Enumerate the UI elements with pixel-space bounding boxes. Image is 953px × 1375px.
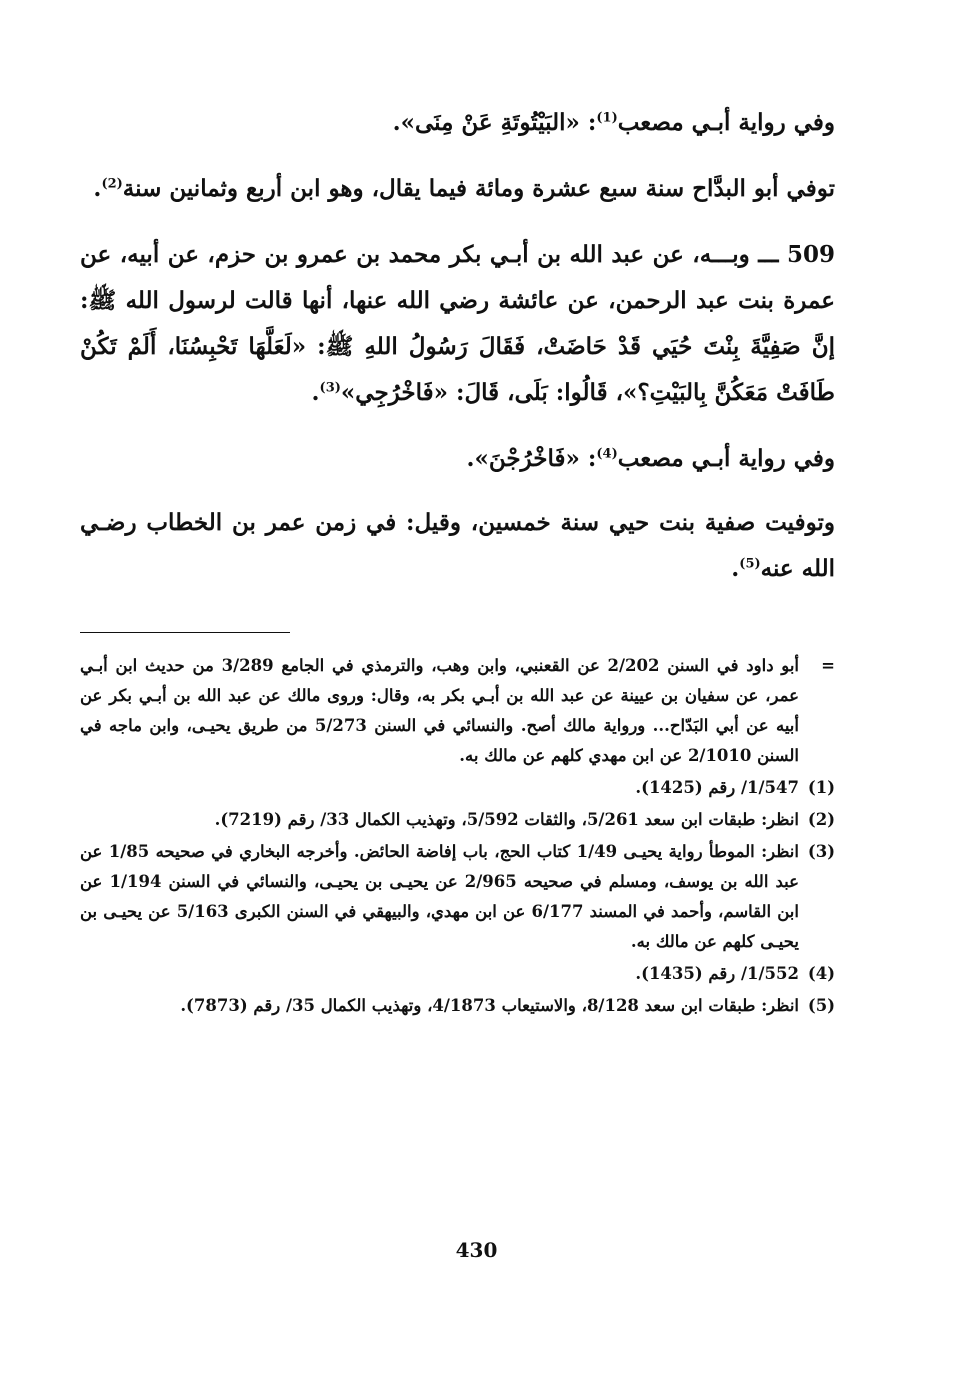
paragraph-3 [80, 232, 835, 416]
footnote-marker: (1) [807, 778, 835, 797]
paragraph-1 [80, 100, 835, 146]
footnote-ref-4: (4) [596, 446, 618, 462]
footnote-marker: (3) [807, 842, 835, 861]
paragraph-2-text: توفي أبو البدَّاح سنة سبع عشرة ومائة فيما يقال، وهو ابن أربع وثمانين سنة [122, 175, 835, 202]
footnote-divider [80, 632, 290, 633]
paragraph-1-text: وفي رواية أبـي مصعب [617, 109, 835, 136]
footnotes [80, 651, 835, 1021]
footnote-2 [80, 805, 835, 835]
footnote-text: انظر: طبقات ابن سعد 8/128، والاستيعاب 4/1873، وتهذيب الكمال 35/ رقم (7873). [180, 996, 799, 1015]
footnote-marker: (2) [807, 810, 835, 829]
page-content [80, 100, 835, 1021]
footnote-1 [80, 773, 835, 803]
footnote-ref-5: (5) [739, 556, 761, 572]
paragraph-4 [80, 436, 835, 482]
paragraph-2 [80, 166, 835, 212]
footnote-text: انظر: طبقات ابن سعد 5/261، والثقات 5/592، وتهذيب الكمال 33/ رقم (7219). [214, 810, 799, 829]
paragraph-5-tail: . [731, 555, 740, 582]
footnote-text: أبو داود في السنن 2/202 عن القعنبي، وابن وهب، والترمذي في الجامع 3/289 من حديث ابن أبـي عمر، عن سفيان بن عيينة عن عبد الله بن أبـي بكر به، وقال: وروى مالك عن عبد الله بن أبـي بكر عن أبيه عن أبي البَدّاح... ورواية مالك أصح. والنسائي في السنن 5/273 من طريق يحيـى، وابن ماجه في السنن 2/1010 عن ابن مهدي كلهم عن مالك به. [80, 656, 800, 765]
footnote-5 [80, 991, 835, 1021]
page-number: 430 [455, 1238, 498, 1262]
footnote-marker: = [821, 656, 835, 675]
footnote-marker: (5) [807, 996, 835, 1015]
hadith-number: 509 [786, 241, 835, 268]
paragraph-5-text: وتوفيت صفية بنت حيي سنة خمسين، وقيل: في زمن عمر بن الخطاب رضـي الله عنه [80, 509, 835, 582]
footnote-4 [80, 959, 835, 989]
paragraph-4-tail: : «فَاخْرُجْنَ». [466, 445, 597, 472]
footnote-ref-3: (3) [319, 380, 341, 396]
footnote-3 [80, 837, 835, 957]
paragraph-3-tail: . [311, 379, 320, 406]
paragraph-2-tail: . [93, 175, 102, 202]
paragraph-3-text: ـــ وبـــه، عن عبد الله بن أبـي بكر محمد بن عمرو بن حزم، عن أبيه، عن عمرة بنت عبد الرحمن، عن عائشة رضي الله عنها، أنها قالت لرسول الله ﷺ: إنَّ صَفِيَّةَ بِنْتَ حُيَي قَدْ حَاضَتْ، فَقَالَ رَسُولُ اللهِ ﷺ: «لَعَلَّهَا تَحْبِسُنَا، أَلَمْ تَكُنْ طَافَتْ مَعَكُنَّ بِالبَيْتِ؟»، قَالُوا: بَلَى، قَالَ: «فَاخْرُجِي» [80, 241, 835, 406]
footnote-text: 1/547/ رقم (1425). [635, 778, 799, 797]
paragraph-1-tail: : «البَيْتُوتَةِ عَنْ مِنَى». [392, 109, 597, 136]
paragraph-5 [80, 500, 835, 592]
footnote-marker: (4) [807, 964, 835, 983]
main-text [80, 100, 835, 592]
footnote-continuation [80, 651, 835, 771]
paragraph-4-text: وفي رواية أبـي مصعب [617, 445, 835, 472]
footnote-text: انظر: الموطأ رواية يحيـى 1/49 كتاب الحج، باب إفاضة الحائض. وأخرجه البخاري في صحيحه 1/85 عن عبد الله بن يوسف، ومسلم في صحيحه 2/965 عن يحيـى بن يحيـى، والنسائي في السنن 1/194 عن ابن القاسم، وأحمد في المسند 6/177 عن ابن مهدي، والبيهقي في السنن الكبرى 5/163 عن يحيـى بن يحيـى كلهم عن مالك به. [80, 842, 799, 951]
footnote-text: 1/552/ رقم (1435). [635, 964, 799, 983]
footnote-ref-1: (1) [596, 110, 618, 126]
footnote-ref-2: (2) [101, 176, 123, 192]
